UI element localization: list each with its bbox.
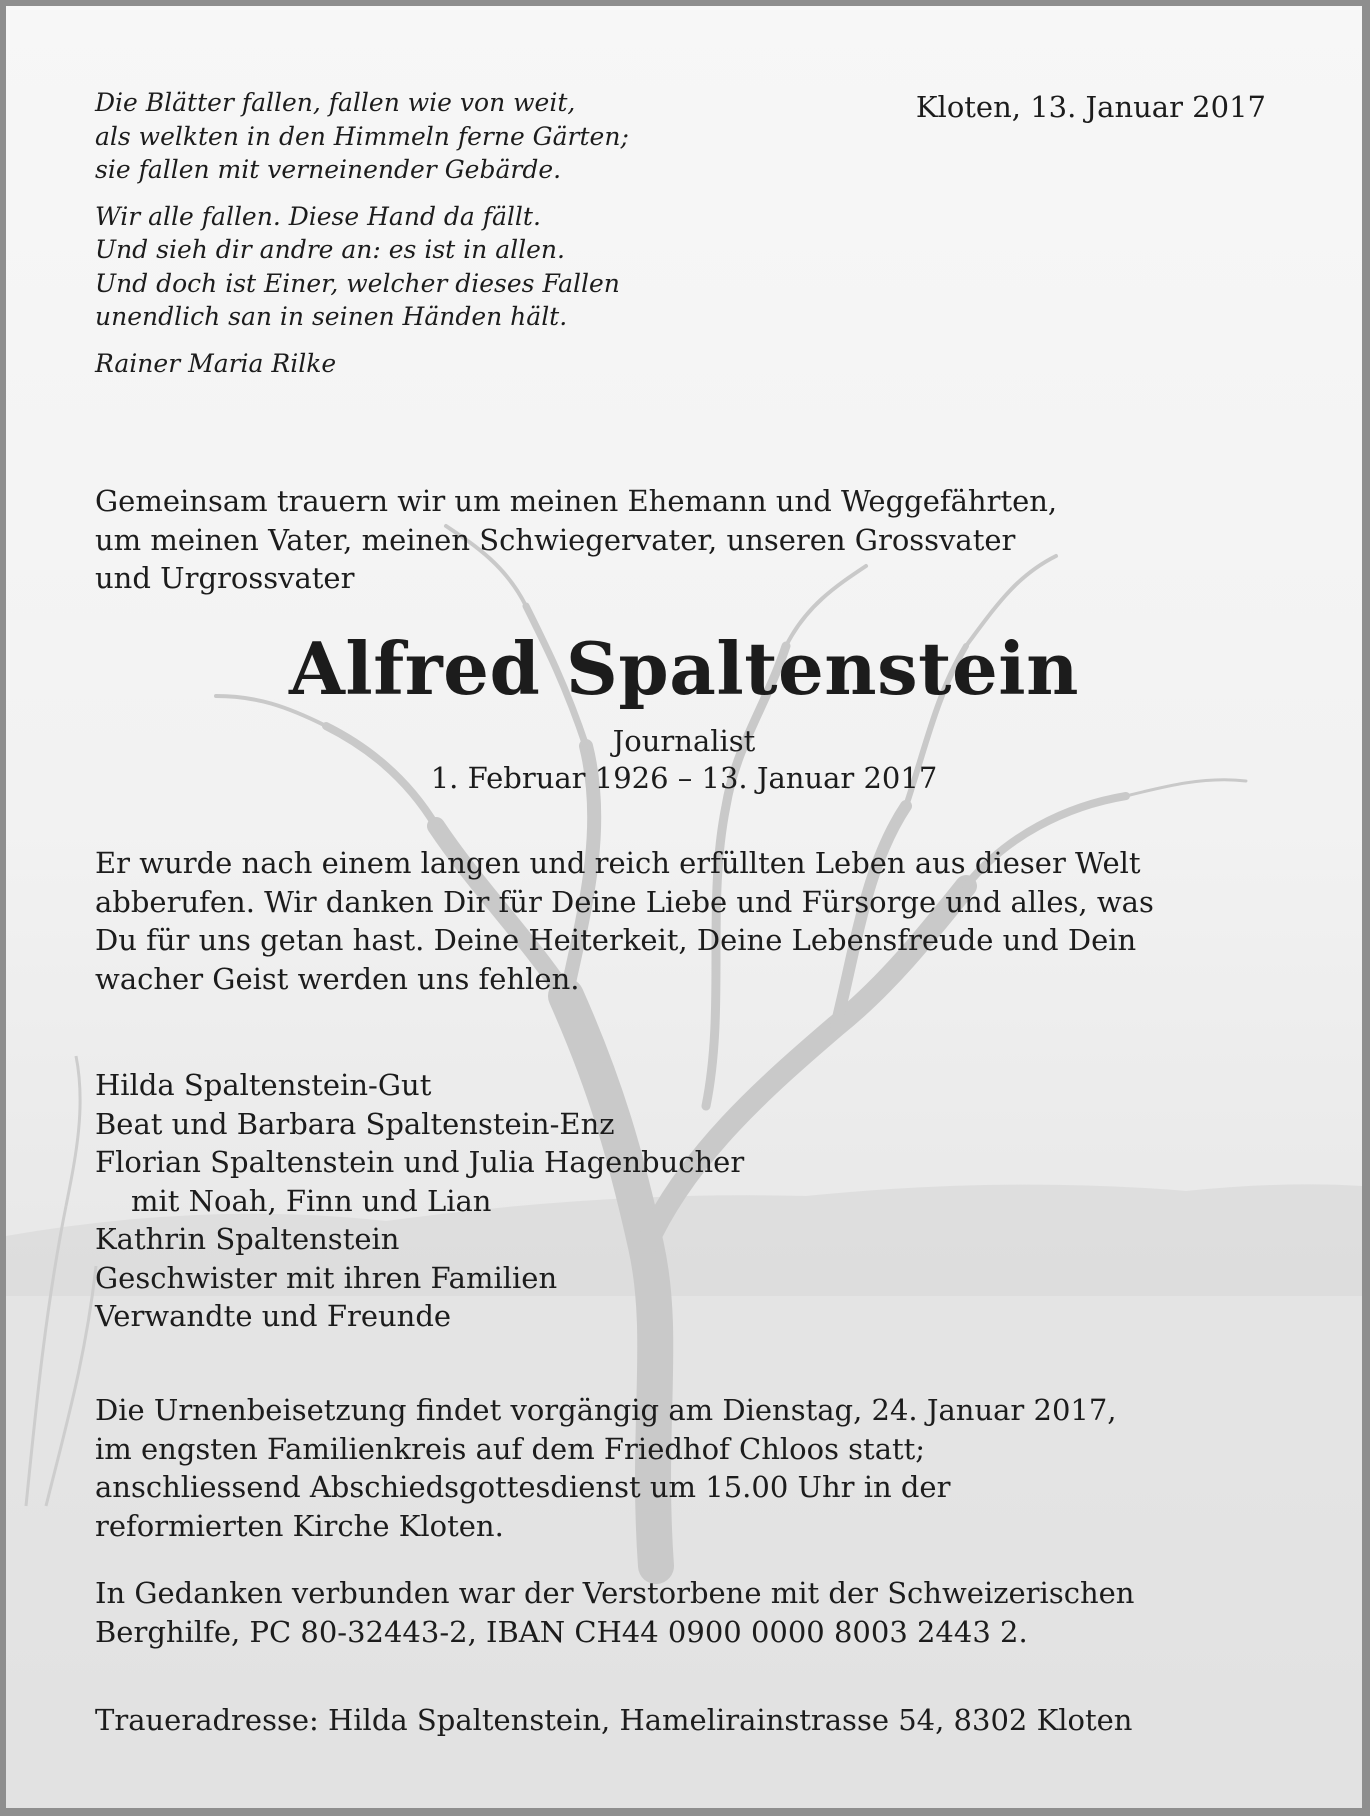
intro-line: Gemeinsam trauern wir um meinen Ehemann und Weggefährten,: [95, 484, 1058, 518]
obituary-page: [6, 6, 1362, 1808]
service-paragraph: [95, 1391, 1275, 1545]
deceased-profession: Journalist: [612, 724, 756, 758]
tribute-paragraph: [95, 844, 1275, 998]
poem-line: Wir alle fallen. Diese Hand da fällt.: [95, 201, 541, 231]
mourner-entry: Verwandte und Freunde: [95, 1299, 452, 1333]
deceased-dates: 1. Februar 1926 – 13. Januar 2017: [430, 761, 938, 795]
service-line: reformierten Kirche Kloten.: [95, 1508, 504, 1543]
mourner-entry: Geschwister mit ihren Familien: [95, 1260, 558, 1295]
poem-line: als welkten in den Himmeln ferne Gärten;: [95, 121, 629, 151]
mourner-entry: Hilda Spaltenstein-Gut: [95, 1068, 432, 1102]
donation-paragraph: [95, 1574, 1275, 1651]
service-line: anschliessend Abschiedsgottesdienst um 15.00 Uhr in der: [95, 1470, 951, 1504]
service-line: im engsten Familienkreis auf dem Friedhof Chloos statt;: [95, 1431, 926, 1466]
intro-line: und Urgrossvater: [95, 561, 355, 595]
poem-stanza: [95, 86, 715, 187]
intro-line: um meinen Vater, meinen Schwiegervater, unseren Grossvater: [95, 522, 1016, 557]
mourner-entry: Beat und Barbara Spaltenstein-Enz: [95, 1106, 615, 1141]
poem-line: Und sieh dir andre an: es ist in allen.: [95, 235, 565, 264]
tribute-line: Er wurde nach einem langen und reich erfüllten Leben aus dieser Welt: [95, 846, 1141, 880]
mourning-address: Traueradresse: Hilda Spaltenstein, Hamelirainstrasse 54, 8302 Kloten: [95, 1703, 1133, 1737]
poem-line: Und doch ist Einer, welcher dieses Fallen: [95, 268, 620, 298]
mourner-entry: Florian Spaltenstein und Julia Hagenbucher: [95, 1145, 745, 1179]
donation-line: Berghilfe, PC 80-32443-2, IBAN CH44 0900 0000 8003 2443 2.: [95, 1614, 1028, 1649]
place-date: Kloten, 13. Januar 2017: [915, 90, 1266, 124]
service-line: Die Urnenbeisetzung findet vorgängig am Dienstag, 24. Januar 2017,: [95, 1393, 1117, 1427]
poem-line: sie fallen mit verneinender Gebärde.: [95, 155, 562, 184]
mourner-entry: mit Noah, Finn und Lian: [131, 1183, 492, 1218]
mourner-entry: Kathrin Spaltenstein: [95, 1222, 400, 1256]
donation-line: In Gedanken verbunden war der Verstorbene mit der Schweizerischen: [95, 1576, 1135, 1610]
intro-paragraph: [95, 482, 1057, 598]
poem-author-name: Rainer Maria Rilke: [95, 348, 337, 378]
poem: [95, 86, 715, 393]
deceased-name: Alfred Spaltenstein: [289, 626, 1079, 711]
poem-author: [95, 347, 715, 381]
mourners-list: [95, 1066, 744, 1336]
tribute-line: wacher Geist werden uns fehlen.: [95, 961, 580, 996]
poem-line: unendlich san in seinen Händen hält.: [95, 302, 568, 331]
tribute-line: abberufen. Wir danken Dir für Deine Liebe und Fürsorge und alles, was: [95, 884, 1154, 919]
poem-line: Die Blätter fallen, fallen wie von weit,: [95, 88, 576, 117]
tribute-line: Du für uns getan hast. Deine Heiterkeit, Deine Lebensfreude und Dein: [95, 923, 1137, 957]
poem-stanza: [95, 200, 715, 334]
